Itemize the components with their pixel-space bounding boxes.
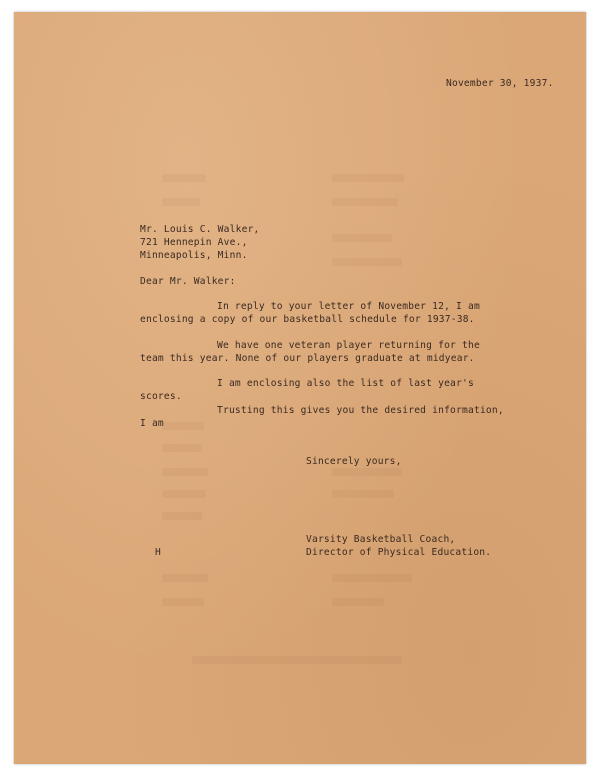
- show-through-mark: [162, 490, 206, 498]
- show-through-mark: [192, 656, 402, 664]
- show-through-mark: [162, 174, 206, 182]
- show-through-mark: [332, 234, 392, 242]
- show-through-mark: [162, 198, 200, 206]
- complimentary-close: Sincerely yours,: [306, 456, 402, 467]
- show-through-mark: [162, 512, 202, 520]
- recipient-city: Minneapolis, Minn.: [140, 250, 248, 261]
- recipient-name: Mr. Louis C. Walker,: [140, 224, 260, 235]
- salutation: Dear Mr. Walker:: [140, 276, 236, 287]
- paragraph-3-line-1: I am enclosing also the list of last year's: [217, 378, 474, 389]
- show-through-mark: [162, 598, 204, 606]
- show-through-mark: [332, 174, 404, 182]
- paragraph-2-line-2: team this year. None of our players graduate at midyear.: [140, 353, 475, 364]
- letter-paper: [14, 12, 586, 764]
- paragraph-4-line-2: I am: [140, 418, 164, 429]
- letter-date: November 30, 1937.: [446, 78, 554, 89]
- show-through-mark: [332, 574, 412, 582]
- show-through-mark: [332, 598, 384, 606]
- paragraph-2-line-1: We have one veteran player returning for the: [217, 340, 480, 351]
- signature-title-2: Director of Physical Education.: [306, 547, 492, 558]
- paragraph-1-line-2: enclosing a copy of our basketball schedule for 1937-38.: [140, 314, 475, 325]
- show-through-mark: [162, 574, 208, 582]
- show-through-mark: [332, 198, 398, 206]
- show-through-mark: [162, 422, 204, 430]
- paragraph-3-line-2: scores.: [140, 391, 182, 402]
- paragraph-1-line-1: In reply to your letter of November 12, I am: [217, 301, 480, 312]
- show-through-mark: [332, 468, 402, 476]
- show-through-mark: [162, 468, 208, 476]
- recipient-street: 721 Hennepin Ave.,: [140, 237, 248, 248]
- show-through-mark: [332, 258, 402, 266]
- show-through-mark: [332, 490, 394, 498]
- signature-title-1: Varsity Basketball Coach,: [306, 534, 456, 545]
- typist-initials: H: [155, 547, 161, 558]
- show-through-mark: [162, 444, 202, 452]
- paragraph-4-line-1: Trusting this gives you the desired information,: [217, 405, 504, 416]
